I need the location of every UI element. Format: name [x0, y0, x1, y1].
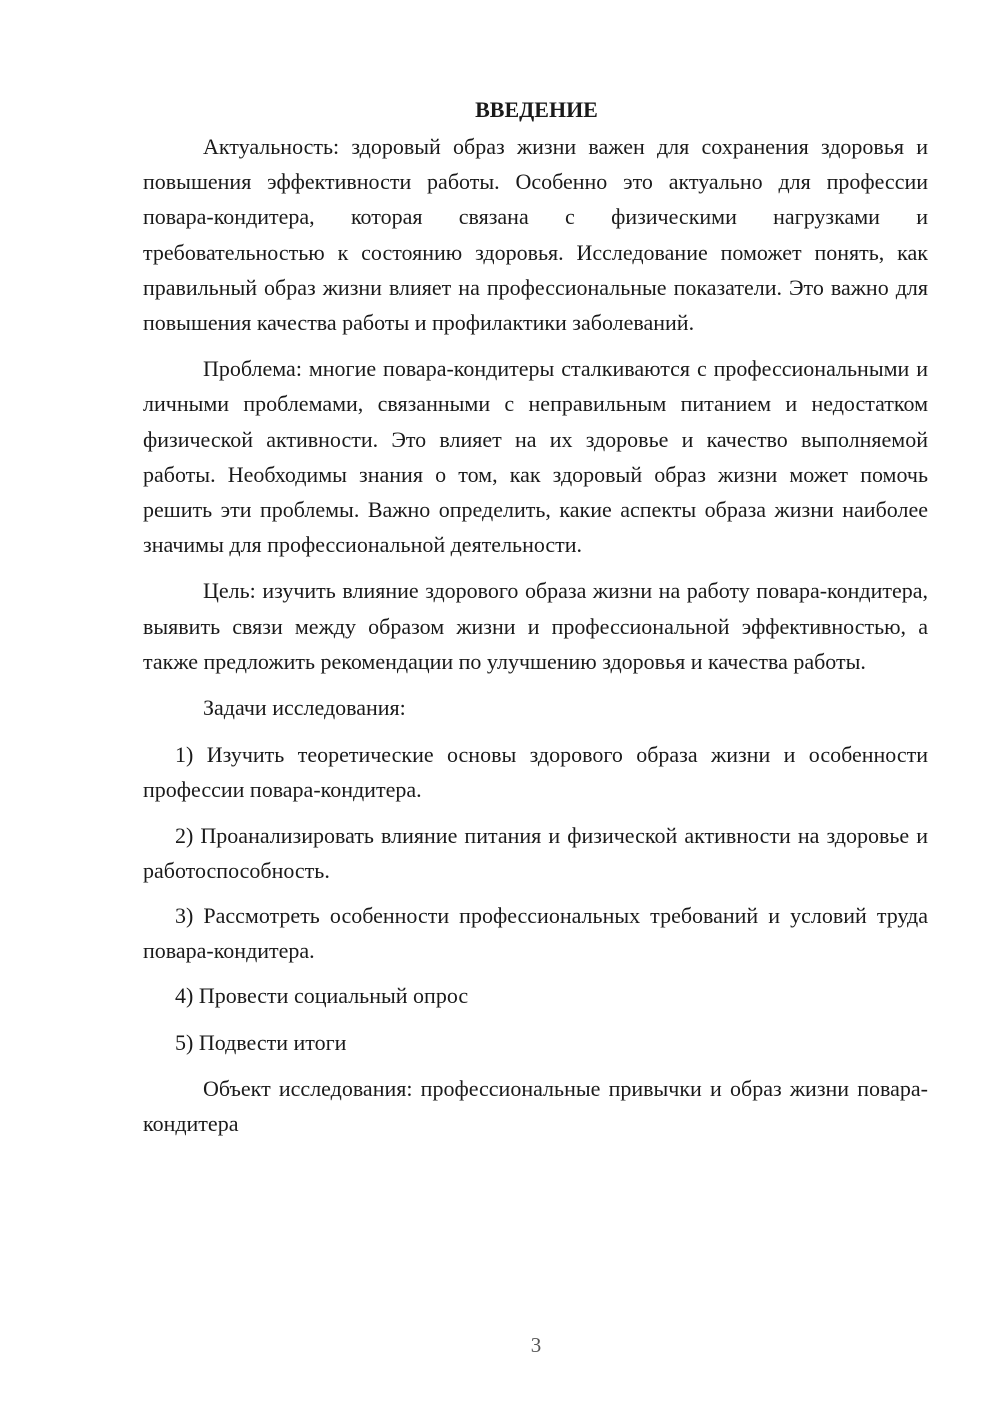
- relevance-paragraph: Актуальность: здоровый образ жизни важен для сохранения здоровья и повышения эффективности работы. Особенно это актуально для профессии повара-кондитера, которая связана с физическими нагрузками и требовательностью к состоянию здоровья. Исследование поможет понять, как правильный образ жизни влияет на профессиональные показатели. Это важно для повышения качества работы и профилактики заболеваний.: [143, 134, 928, 336]
- task-item: 1) Изучить теоретические основы здорового образа жизни и особенности профессии повара-кондитера.: [143, 742, 928, 803]
- section-title: ВВЕДЕНИЕ: [475, 97, 598, 122]
- document-page: [143, 92, 928, 1152]
- object-paragraph: Объект исследования: профессиональные привычки и образ жизни повара-кондитера: [143, 1075, 928, 1137]
- problem-paragraph: Проблема: многие повара-кондитеры сталкиваются с профессиональными и личными проблемами, связанными с неправильным питанием и недостатком физической активности. Это влияет на их здоровье и качество выполняемой работы. Необходимы знания о том, как здоровый образ жизни может помочь решить эти проблемы. Важно определить, какие аспекты образа жизни наиболее значимы для профессиональной деятельности.: [143, 356, 928, 558]
- task-item: 5) Подвести итоги: [175, 1029, 347, 1055]
- tasks-heading: Задачи исследования:: [203, 695, 406, 721]
- task-item: 3) Рассмотреть особенности профессиональных требований и условий труда повара-кондитера.: [143, 903, 928, 964]
- task-item: 4) Провести социальный опрос: [175, 983, 469, 1009]
- page-number: 3: [530, 1333, 542, 1357]
- goal-paragraph: Цель: изучить влияние здорового образа жизни на работу повара-кондитера, выявить связи между образом жизни и профессиональной эффективностью, а также предложить рекомендации по улучшению здоровья и качества работы.: [143, 578, 928, 674]
- task-item: 2) Проанализировать влияние питания и физической активности на здоровье и работоспособность.: [143, 822, 928, 883]
